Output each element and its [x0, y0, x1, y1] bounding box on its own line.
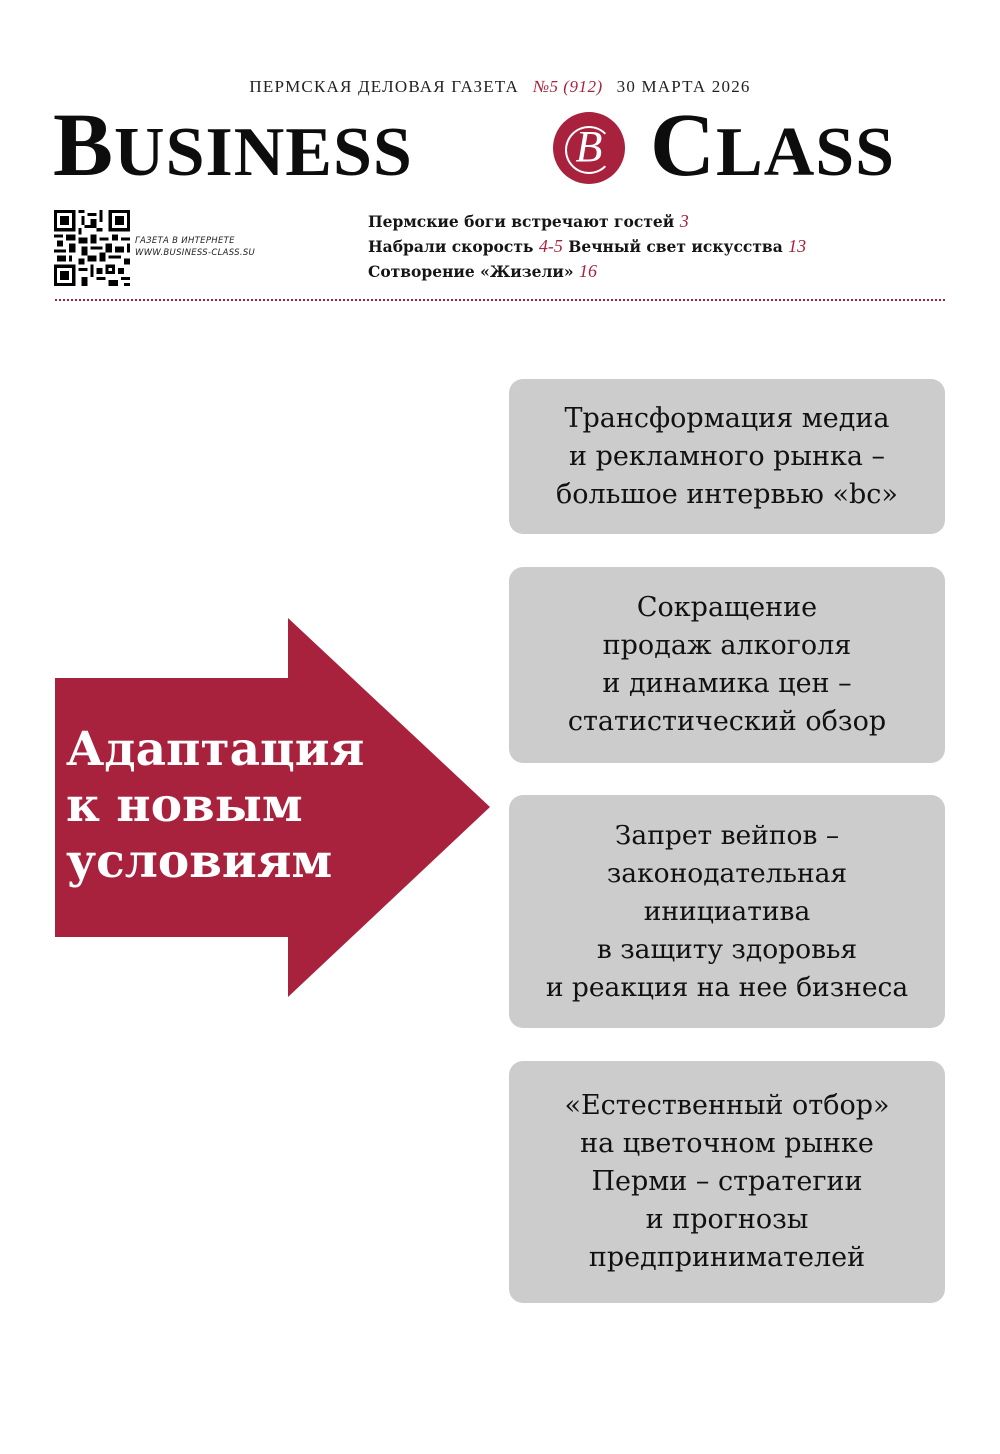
online-label: ГАЗЕТА В ИНТЕРНЕТЕ: [135, 236, 235, 246]
logo-rest-usiness: USINESS: [114, 114, 413, 191]
main-story-title[interactable]: [66, 722, 364, 890]
issue-date: 30 МАРТА 2026: [616, 77, 751, 96]
teaser-title[interactable]: Вечный свет искусства: [568, 237, 783, 256]
teaser-page: 16: [578, 261, 597, 281]
teaser-page: 3: [679, 211, 689, 231]
topic-box[interactable]: [509, 379, 945, 534]
topic-box[interactable]: [509, 567, 945, 763]
logo-initial-b: B: [53, 96, 115, 195]
paper-name: ПЕРМСКАЯ ДЕЛОВАЯ ГАЗЕТА: [249, 77, 520, 96]
topic-text: Сокращение продаж алкоголя и динамика цен – статистический обзор: [567, 592, 887, 737]
teaser-title[interactable]: Набрали скорость: [368, 237, 534, 256]
topic-text: Запрет вейпов – законодательная инициатива в защиту здоровья и реакция на нее бизнеса: [545, 819, 909, 1003]
issue-number: №5 (912): [533, 77, 603, 96]
main-title-line: условиям: [66, 834, 333, 889]
teaser-page: 4-5: [538, 236, 563, 256]
teaser-title[interactable]: Пермские боги встречают гостей: [368, 212, 675, 231]
badge-letter: B: [575, 122, 603, 171]
topic-text: «Естественный отбор» на цветочном рынке Перми – стратегии и прогнозы предпринимателей: [564, 1090, 890, 1273]
teaser-title[interactable]: Сотворение «Жизели»: [368, 262, 574, 281]
topic-box[interactable]: [509, 1061, 945, 1303]
main-title-line: к новым: [66, 778, 303, 833]
topic-box[interactable]: [509, 795, 945, 1028]
teaser-page: 13: [788, 236, 807, 256]
logo-initial-c: C: [650, 96, 716, 195]
main-title-line: Адаптация: [66, 722, 365, 777]
topic-text: Трансформация медиа и рекламного рынка – большое интервью «bc»: [556, 402, 898, 510]
website-link[interactable]: WWW.BUSINESS-CLASS.SU: [135, 248, 256, 258]
logo-rest-lass: LASS: [716, 114, 896, 191]
